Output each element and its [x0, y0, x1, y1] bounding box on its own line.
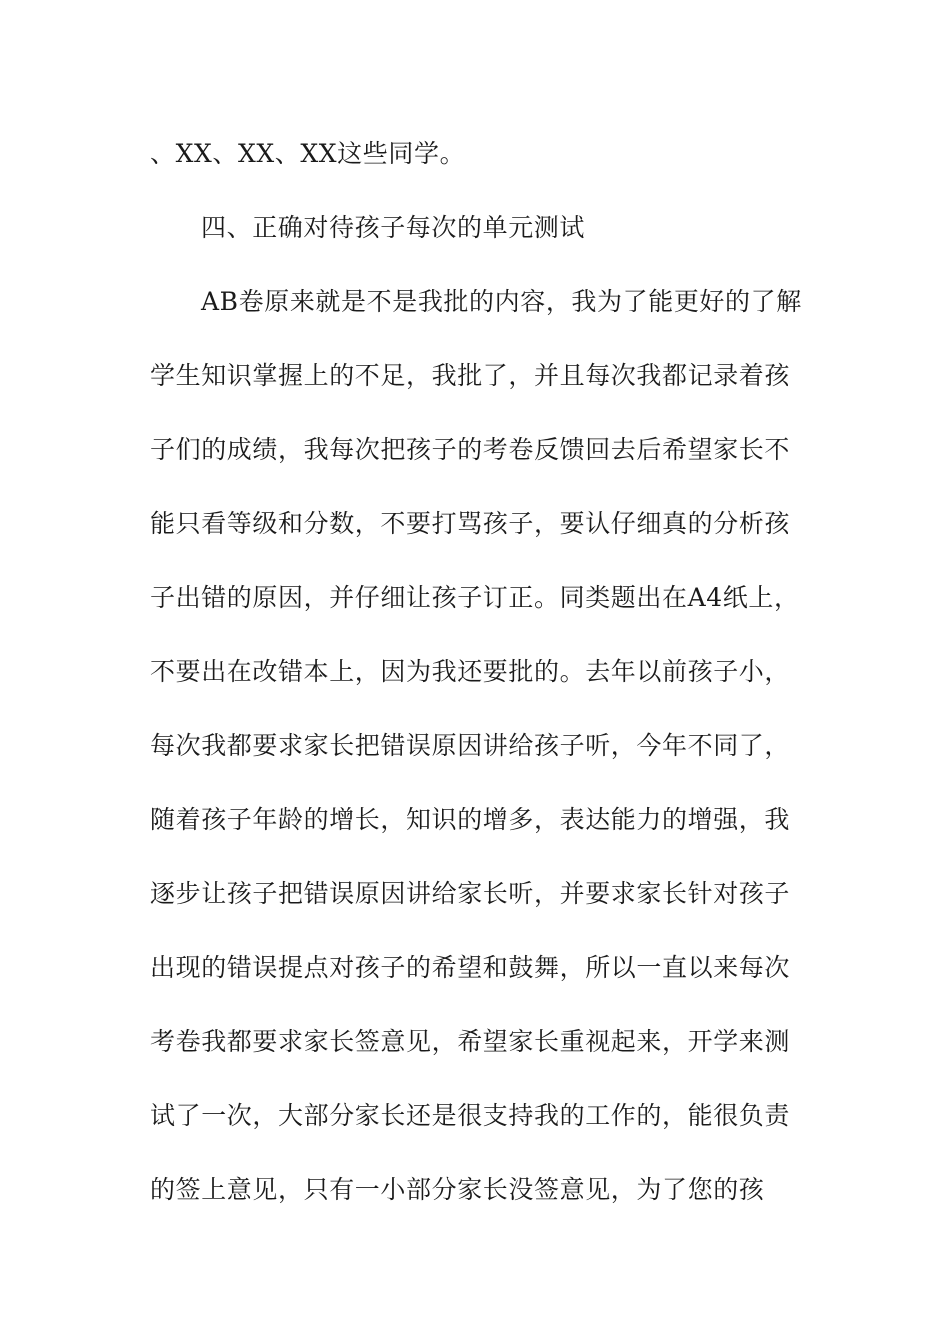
paragraph-line: 逐步让孩子把错误原因讲给家长听，并要求家长针对孩子: [150, 879, 791, 908]
paragraph-line: 的签上意见，只有一小部分家长没签意见，为了您的孩: [150, 1175, 765, 1204]
paragraph-line: 随着孩子年龄的增长，知识的增多，表达能力的增强，我: [150, 805, 791, 834]
paragraph-line: 考卷我都要求家长签意见，希望家长重视起来，开学来测: [150, 1027, 791, 1056]
paragraph-line: 不要出在改错本上，因为我还要批的。去年以前孩子小，: [150, 657, 791, 686]
paragraph-line: 每次我都要求家长把错误原因讲给孩子听，今年不同了，: [150, 731, 791, 760]
paragraph-line: 学生知识掌握上的不足，我批了，并且每次我都记录着孩: [150, 361, 791, 390]
paragraph-line: 试了一次，大部分家长还是很支持我的工作的，能很负责: [150, 1101, 791, 1130]
paragraph-line: 子出错的原因，并仔细让孩子订正。同类题出在A4纸上，: [150, 583, 800, 612]
paragraph-line: 子们的成绩，我每次把孩子的考卷反馈回去后希望家长不: [150, 435, 791, 464]
paragraph-line: 出现的错误提点对孩子的希望和鼓舞，所以一直以来每次: [150, 953, 791, 982]
paragraph-line: 、XX、XX、XX这些同学。: [150, 139, 466, 168]
section-heading: 四、正确对待孩子每次的单元测试: [201, 213, 586, 242]
paragraph-line: AB卷原来就是不是我批的内容，我为了能更好的了解: [201, 287, 802, 316]
paragraph-line: 能只看等级和分数，不要打骂孩子，要认仔细真的分析孩: [150, 509, 791, 538]
